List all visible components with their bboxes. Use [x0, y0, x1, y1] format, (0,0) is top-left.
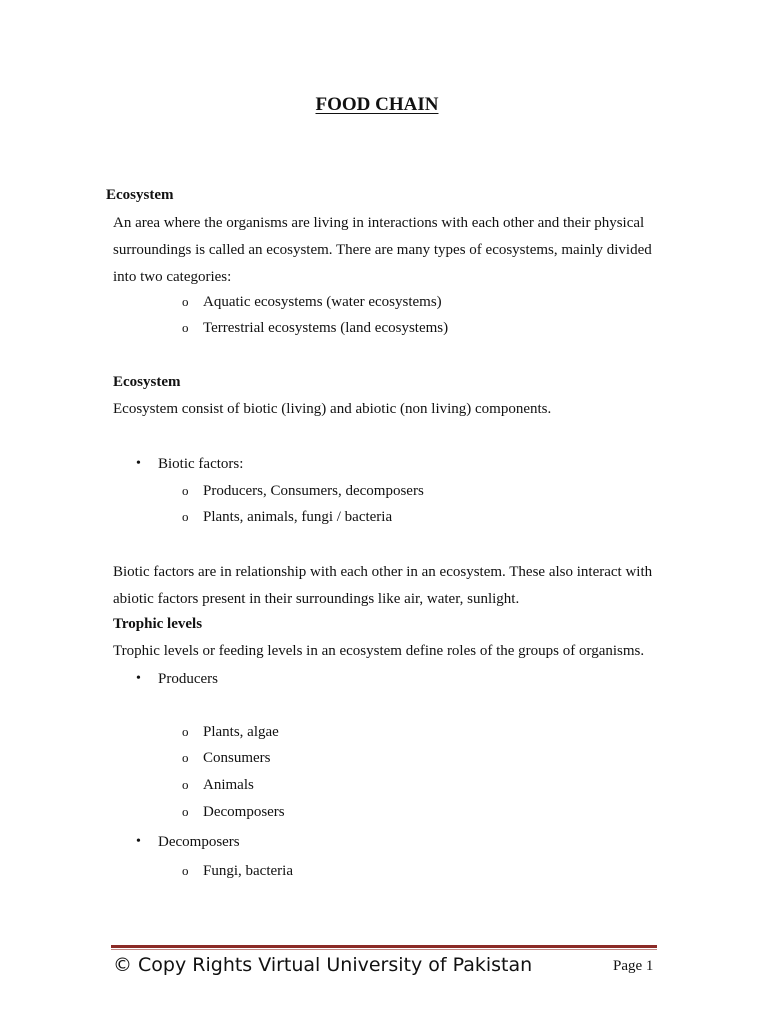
section1-line-2: surroundings is called an ecosystem. There are many types of ecosystems, mainly divided — [113, 242, 652, 258]
section-heading-ecosystem-2: Ecosystem — [113, 374, 181, 390]
list-item: Terrestrial ecosystems (land ecosystems) — [203, 320, 449, 336]
section1-line-1: An area where the organisms are living in interactions with each other and their physical — [113, 215, 645, 231]
section3-line: Trophic levels or feeding levels in an ecosystem define roles of the groups of organisms. — [113, 643, 645, 659]
page-title: FOOD CHAIN — [315, 94, 439, 115]
list-item: Aquatic ecosystems (water ecosystems) — [203, 294, 442, 310]
footer-rule — [111, 945, 657, 948]
list-item: Decomposers — [203, 804, 285, 820]
sub-bullet-marker: o — [182, 804, 189, 819]
bullet-marker: • — [136, 671, 141, 686]
sub-bullet-marker: o — [182, 777, 189, 792]
section-heading-trophic-levels: Trophic levels — [113, 616, 203, 632]
list-item: Consumers — [203, 750, 271, 766]
list-item: Plants, animals, fungi / bacteria — [203, 509, 393, 525]
list-item: Animals — [203, 777, 254, 793]
section2-para-line-1: Biotic factors are in relationship with each other in an ecosystem. These also interact with — [113, 564, 653, 580]
section2-para-line-2: abiotic factors present in their surroundings like air, water, sunlight. — [113, 591, 520, 607]
bullet-marker: • — [136, 456, 141, 471]
sub-bullet-marker: o — [182, 320, 189, 335]
bullet-marker: • — [136, 834, 141, 849]
bullet-item-biotic-factors: Biotic factors: — [158, 456, 244, 472]
bullet-item-decomposers: Decomposers — [158, 834, 240, 850]
footer-copyright: © Copy Rights Virtual University of Pakistan — [113, 954, 533, 976]
section-heading-ecosystem-1: Ecosystem — [106, 187, 174, 203]
sub-bullet-marker: o — [182, 750, 189, 765]
list-item: Producers, Consumers, decomposers — [203, 483, 424, 499]
sub-bullet-marker: o — [182, 724, 189, 739]
sub-bullet-marker: o — [182, 509, 189, 524]
bullet-item-producers: Producers — [158, 671, 218, 687]
list-item: Fungi, bacteria — [203, 863, 293, 879]
section2-line: Ecosystem consist of biotic (living) and abiotic (non living) components. — [113, 401, 552, 417]
list-item: Plants, algae — [203, 724, 279, 740]
section1-line-3: into two categories: — [113, 269, 232, 285]
sub-bullet-marker: o — [182, 483, 189, 498]
sub-bullet-marker: o — [182, 863, 189, 878]
footer-page-number: Page 1 — [613, 958, 654, 974]
footer-rule-thin — [111, 949, 657, 950]
sub-bullet-marker: o — [182, 294, 189, 309]
